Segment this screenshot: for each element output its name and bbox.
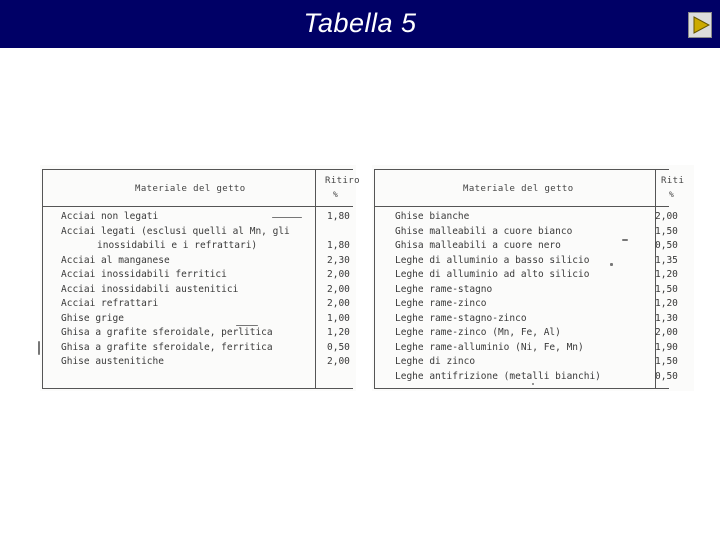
- title-bar: [0, 0, 720, 48]
- material-name: inossidabili e i refrattari): [97, 240, 258, 251]
- material-name: Ghise grige: [61, 312, 124, 324]
- material-name: Acciai al manganese: [61, 254, 170, 266]
- shrinkage-value: 1,50: [655, 225, 678, 237]
- material-name: Ghise austenitiche: [61, 356, 164, 367]
- table-row: [375, 355, 678, 370]
- table-row: [43, 239, 353, 254]
- material-name: Leghe rame-stagno-zinco: [395, 312, 527, 324]
- shrinkage-value: 1,00: [327, 312, 350, 324]
- shrinkage-value: 1,20: [327, 327, 350, 338]
- table-row: [375, 341, 678, 356]
- shrinkage-value: 2,00: [327, 356, 350, 367]
- table-row: [43, 268, 353, 283]
- header-material: Materiale del getto: [463, 184, 574, 194]
- scan-speck: [610, 263, 613, 266]
- material-name: Leghe rame-zinco (Mn, Fe, Al): [395, 327, 561, 338]
- scan-speck: [236, 325, 258, 326]
- table-row: [375, 268, 678, 283]
- table-row: [43, 355, 353, 370]
- shrinkage-value: 1,35: [655, 254, 678, 266]
- shrinkage-value: 0,50: [655, 370, 678, 382]
- material-name: Leghe di alluminio ad alto silicio: [395, 269, 590, 280]
- table-row: [375, 254, 678, 269]
- shrinkage-value: 2,00: [327, 298, 350, 309]
- material-name: Acciai inossidabili austenitici: [61, 283, 239, 295]
- table-row: [375, 225, 678, 240]
- header-material: Materiale del getto: [135, 184, 246, 194]
- material-name: Leghe di zinco: [395, 356, 476, 367]
- scan-speck: [622, 239, 628, 241]
- shrinkage-value: 2,00: [655, 211, 678, 222]
- shrinkage-value: 1,30: [655, 312, 678, 324]
- material-name: Ghisa malleabili a cuore nero: [395, 240, 561, 251]
- material-name: Ghise bianche: [395, 211, 470, 222]
- table-row: [375, 239, 678, 254]
- material-name: Acciai non legati: [61, 211, 159, 222]
- scanned-table-left: [40, 165, 360, 391]
- shrinkage-value: 1,50: [655, 356, 678, 367]
- shrinkage-value: 2,30: [327, 254, 350, 266]
- table-row: [375, 210, 678, 225]
- table-row: [375, 297, 678, 312]
- scanned-table-right: [372, 165, 694, 391]
- table-row: [43, 225, 353, 240]
- header-unit: %: [333, 190, 339, 199]
- play-triangle-icon: [692, 16, 710, 34]
- shrinkage-value: 0,50: [327, 341, 350, 353]
- material-name: Ghisa a grafite sferoidale, perlitica: [61, 327, 273, 338]
- material-name: Leghe rame-alluminio (Ni, Fe, Mn): [395, 341, 584, 353]
- scan-speck: [532, 383, 534, 385]
- material-name: Ghisa a grafite sferoidale, ferritica: [61, 341, 273, 353]
- next-slide-button[interactable]: [688, 12, 712, 38]
- material-name: Acciai refrattari: [61, 298, 159, 309]
- material-name: Acciai inossidabili ferritici: [61, 269, 227, 280]
- shrinkage-value: 2,00: [655, 327, 678, 338]
- material-name: Acciai legati (esclusi quelli al Mn, gli: [61, 225, 290, 237]
- shrinkage-value: 1,80: [327, 211, 350, 222]
- material-name: Leghe rame-stagno: [395, 283, 493, 295]
- scan-speck: [272, 217, 302, 218]
- slide-title: Tabella 5: [303, 8, 417, 38]
- header-rule: [375, 206, 669, 207]
- table-row: [375, 312, 678, 327]
- table-row: [43, 326, 353, 341]
- shrinkage-value: 1,80: [327, 240, 350, 251]
- shrinkage-value: 2,00: [327, 269, 350, 280]
- header-ritiro: Riti: [661, 176, 685, 186]
- shrinkage-value: 1,90: [655, 341, 678, 353]
- table-frame: [42, 169, 360, 389]
- material-name: Ghise malleabili a cuore bianco: [395, 225, 573, 237]
- shrinkage-value: 1,20: [655, 298, 678, 309]
- material-name: Leghe rame-zinco: [395, 298, 487, 309]
- table-row: [43, 297, 353, 312]
- scan-speck: [38, 341, 40, 355]
- header-ritiro: Ritiro: [325, 176, 360, 186]
- shrinkage-value: 0,50: [655, 240, 678, 251]
- table-frame: [374, 169, 685, 389]
- table-row: [43, 312, 353, 327]
- table-row: [43, 283, 353, 298]
- material-name: Leghe di alluminio a basso silicio: [395, 254, 590, 266]
- header-unit: %: [669, 190, 675, 199]
- table-row: [375, 283, 678, 298]
- header-rule: [43, 206, 353, 207]
- table-row: [375, 370, 678, 385]
- table-row: [43, 341, 353, 356]
- shrinkage-value: 2,00: [327, 283, 350, 295]
- table-row: [43, 254, 353, 269]
- table-row: [43, 210, 353, 225]
- shrinkage-value: 1,50: [655, 283, 678, 295]
- material-name: Leghe antifrizione (metalli bianchi): [395, 370, 601, 382]
- shrinkage-value: 1,20: [655, 269, 678, 280]
- table-row: [375, 326, 678, 341]
